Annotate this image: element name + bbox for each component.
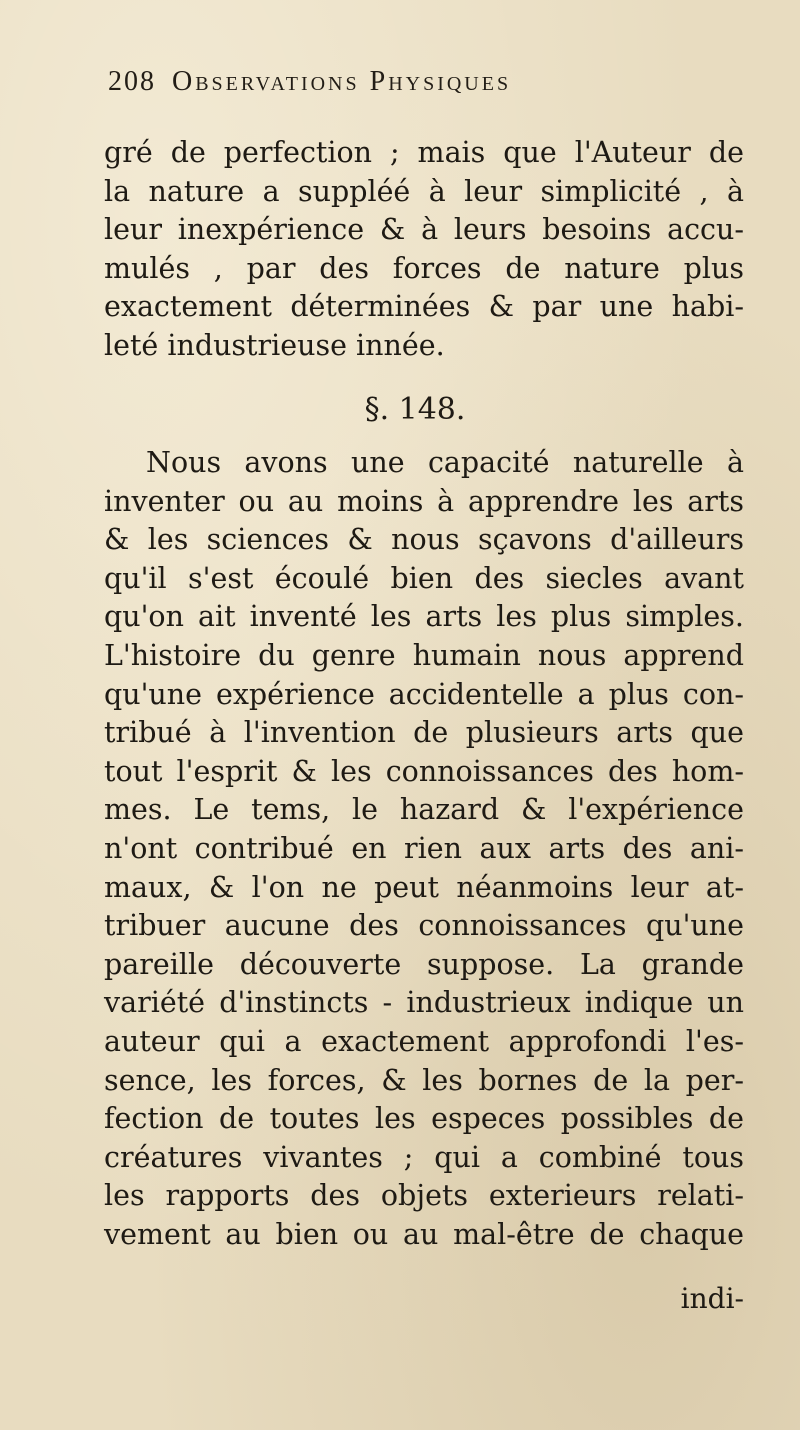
text-line: leur inexpérience & à leurs besoins accu- (104, 213, 744, 247)
text-line: L'histoire du genre humain nous apprend (104, 638, 744, 672)
text-line: qu'une expérience accidentelle a plus con- (104, 677, 744, 711)
text-line: tribué à l'invention de plusieurs arts que (104, 716, 744, 750)
text-line: tout l'esprit & les connoissances des hom- (104, 754, 744, 788)
text-line: gré de perfection ; mais que l'Auteur de (104, 136, 744, 169)
text-line: auteur qui a exactement approfondi l'es- (104, 1024, 744, 1058)
text-line: exactement déterminées & par une habi- (104, 290, 744, 324)
text-line: les rapports des objets exterieurs relati- (104, 1179, 744, 1213)
text-line: tribuer aucune des connoissances qu'une (104, 909, 744, 943)
text-line: sence, les forces, & les bornes de la per- (104, 1063, 744, 1097)
text-line: créatures vivantes ; qui a combiné tous (104, 1140, 744, 1174)
text-line: qu'on ait inventé les arts les plus simples. (104, 600, 744, 634)
text-line: maux, & l'on ne peut néanmoins leur at- (104, 870, 744, 904)
text-line: la nature a suppléé à leur simplicité , à (104, 174, 744, 208)
text-line: Nous avons une capacité naturelle à (146, 446, 744, 479)
text-line: & les sciences & nous sçavons d'ailleurs (104, 523, 744, 557)
text-line: inventer ou au moins à apprendre les arts (104, 484, 744, 518)
text-line: mulés , par des forces de nature plus (104, 251, 744, 285)
text-line: variété d'instincts - industrieux indique un (104, 986, 744, 1020)
section-number: §. 148. (364, 392, 466, 427)
paragraph-continued (104, 134, 744, 366)
paragraph-section-148 (104, 444, 744, 1254)
header-title: Observations Physiques (172, 66, 512, 97)
text-line: fection de toutes les especes possibles de (104, 1102, 744, 1136)
text-line: mes. Le tems, le hazard & l'expérience (104, 793, 744, 827)
text-line: vement au bien ou au mal-être de chaque (104, 1217, 744, 1251)
running-head (108, 66, 748, 106)
catchword: indi- (680, 1282, 744, 1315)
page-number: 208 (108, 66, 156, 97)
text-line: leté industrieuse innée. (104, 328, 445, 362)
text-line: n'ont contribué en rien aux arts des ani- (104, 831, 744, 865)
text-line: qu'il s'est écoulé bien des siecles avant (104, 561, 744, 595)
text-line: pareille découverte suppose. La grande (104, 947, 744, 981)
